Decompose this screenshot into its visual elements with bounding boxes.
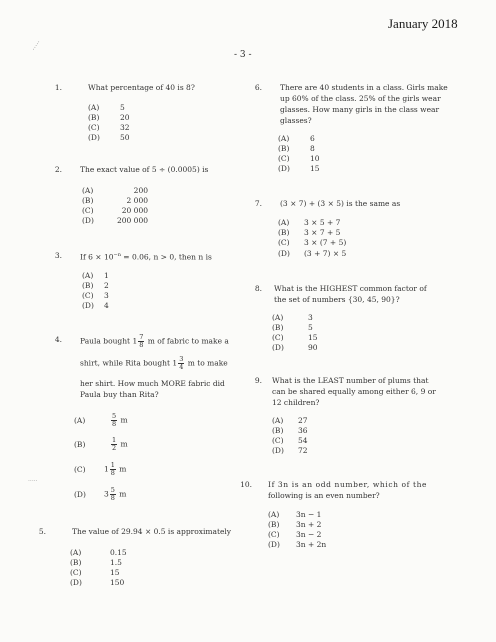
question-number: 9. (254, 376, 262, 385)
question-line-3: glasses. How many girls in the class wear (280, 105, 440, 114)
option-1d[interactable]: (D) 50 (88, 133, 130, 142)
option-10c[interactable]: (C) 3n − 2 (268, 530, 322, 539)
option-5a[interactable]: (A) 0.15 (70, 548, 127, 557)
question-number: 8. (254, 284, 262, 293)
question-line-2: following is an even number? (268, 491, 380, 500)
question-line-3: her shirt. How much MORE fabric did (80, 379, 225, 388)
question-line-4: Paula buy than Rita? (80, 390, 159, 399)
question-line-2: the set of numbers {30, 45, 90}? (274, 295, 400, 304)
question-number: 6. (254, 83, 262, 92)
question-number: 3. (54, 251, 62, 260)
question-text: (3 × 7) + (3 × 5) is the same as (280, 199, 401, 208)
option-9d[interactable]: (D) 72 (272, 446, 308, 455)
option-8b[interactable]: (B) 5 (272, 323, 313, 332)
question-line-1: What is the LEAST number of plums that (272, 376, 429, 385)
option-5b[interactable]: (B) 1.5 (70, 558, 122, 567)
option-1c[interactable]: (C) 32 (88, 123, 130, 132)
question-text: The value of 29.94 × 0.5 is approximately (72, 527, 232, 536)
option-4a[interactable]: (A) $\frac{5}{8}$ m (74, 412, 128, 428)
question-line-2: up 60% of the class. 25% of the girls wear (280, 94, 441, 103)
question-line-3: 12 children? (272, 398, 320, 407)
option-6d[interactable]: (D) 15 (278, 164, 320, 173)
margin-mark: ····· (28, 478, 38, 485)
question-number: 7. (254, 199, 262, 208)
question-line-1: What is the HIGHEST common factor of (274, 284, 427, 293)
question-text: What percentage of 40 is 8? (88, 83, 195, 92)
option-6b[interactable]: (B) 8 (278, 144, 315, 153)
option-5c[interactable]: (C) 15 (70, 568, 120, 577)
page-date: January 2018 (388, 16, 458, 31)
option-6a[interactable]: (A) 6 (278, 134, 315, 143)
option-7c[interactable]: (C) 3 × (7 + 5) (278, 238, 347, 247)
question-line-2: shirt, while Rita bought 1 $\frac{3}{4}$ m to make (80, 355, 228, 371)
option-10a[interactable]: (A) 3n − 1 (268, 510, 322, 519)
question-line-2: can be shared equally among either 6, 9 or (272, 387, 436, 396)
question-number: 5. (38, 527, 46, 536)
fraction: $\frac{7}{8}$ (139, 333, 144, 349)
option-10b[interactable]: (B) 3n + 2 (268, 520, 322, 529)
fraction: $\frac{3}{4}$ (179, 355, 184, 371)
question-line-1: If 3n is an odd number, which of the (268, 480, 428, 489)
corner-mark: ····· (30, 38, 43, 53)
option-5d[interactable]: (D) 150 (70, 578, 125, 587)
option-4b[interactable]: (B) $\frac{1}{2}$ m (74, 436, 128, 452)
question-text: If $6 \times 10^{-n} = 0.06$, n > 0, then n is (80, 252, 212, 262)
option-9a[interactable]: (A) 27 (272, 416, 308, 425)
question-number: 4. (54, 335, 62, 344)
option-3d[interactable]: (D) 4 (82, 301, 109, 310)
option-10d[interactable]: (D) 3n + 2n (268, 540, 327, 549)
option-3c[interactable]: (C) 3 (82, 291, 109, 300)
option-7b[interactable]: (B) 3 × 7 + 5 (278, 228, 341, 237)
option-1a[interactable]: (A) 5 (88, 103, 125, 112)
page-number: - 3 - (234, 50, 252, 60)
option-2c[interactable]: (C) 20 000 (82, 206, 148, 215)
option-8c[interactable]: (C) 15 (272, 333, 318, 342)
question-number: 10. (240, 480, 252, 489)
option-3b[interactable]: (B) 2 (82, 281, 109, 290)
question-line-1: There are 40 students in a class. Girls make (280, 83, 448, 92)
option-7d[interactable]: (D) (3 + 7) × 5 (278, 249, 347, 258)
option-8d[interactable]: (D) 90 (272, 343, 318, 352)
option-3a[interactable]: (A) 1 (82, 271, 109, 280)
option-9c[interactable]: (C) 54 (272, 436, 308, 445)
question-line-1: Paula bought 1 $\frac{7}{8}$ m of fabric to make a (80, 333, 229, 349)
question-number: 2. (54, 165, 62, 174)
option-2a[interactable]: (A) 200 (82, 186, 148, 195)
option-2d[interactable]: (D) 200 000 (82, 216, 148, 225)
option-6c[interactable]: (C) 10 (278, 154, 320, 163)
option-4c[interactable]: (C) 1 $\frac{1}{8}$ m (74, 461, 127, 477)
question-line-4: glasses? (280, 116, 312, 125)
question-number: 1. (54, 83, 62, 92)
option-1b[interactable]: (B) 20 (88, 113, 130, 122)
option-4d[interactable]: (D) 3 $\frac{5}{8}$ m (74, 486, 127, 502)
option-2b[interactable]: (B) 2 000 (82, 196, 148, 205)
option-7a[interactable]: (A) 3 × 5 + 7 (278, 218, 341, 227)
question-text: The exact value of 5 ÷ (0.0005) is (80, 165, 209, 174)
option-8a[interactable]: (A) 3 (272, 313, 313, 322)
option-9b[interactable]: (B) 36 (272, 426, 308, 435)
